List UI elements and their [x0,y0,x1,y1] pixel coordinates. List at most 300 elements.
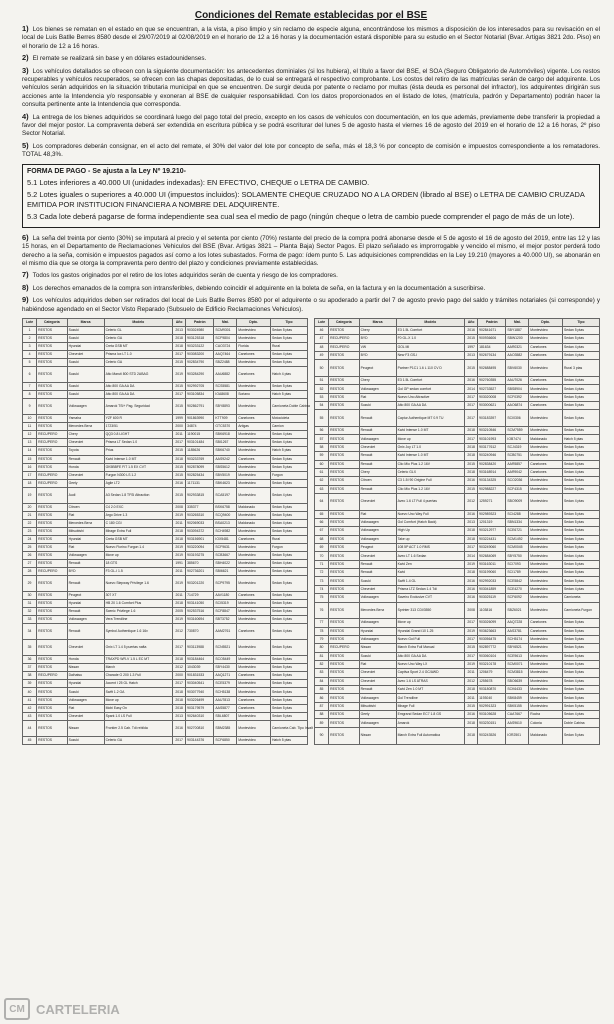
table-cell: Canelones [237,704,271,712]
table-cell: SCJ4319 [506,443,529,451]
table-cell: 2015 [173,399,186,415]
table-cell: Vera Trendline [104,616,173,624]
table-cell: 903184464 [186,656,214,664]
table-cell: 56 [315,427,329,435]
table-cell: Sedan 4 ptas [562,585,599,593]
table-row [23,415,308,423]
table-cell: Alto 800 GA AA DA [396,402,465,410]
table-cell: 903105834 [186,391,214,399]
table-cell: 6 [23,367,37,383]
table-cell: 1 [23,326,37,334]
table-cell: Nissan [67,664,104,672]
table-cell: Chevrolet [359,493,396,510]
table-cell: SCM7559 [506,427,529,435]
table-cell: C4 2.0 EXC [104,503,173,511]
table-cell: 903101993 [478,435,506,443]
condition-paragraph [22,25,600,51]
table-cell: Sedan 5 ptas [270,511,307,519]
table-cell: 730870 [186,624,214,640]
table-cell: 2 [23,334,37,342]
table-cell: C 180 CGI [104,519,173,527]
column-header: Dpto. [237,318,271,326]
table-cell: Sedan 5 ptas [562,326,599,334]
table-cell: SBK8459 [506,694,529,702]
table-cell: Chery [67,431,104,439]
table-cell: 902736201 [186,568,214,576]
table-cell: 2015 [465,485,478,493]
table-cell: 903056475 [478,635,506,643]
table-cell: Gol Trendline [396,694,465,702]
table-cell: Volkswagen [359,535,396,543]
table-cell: SBY6521 [506,644,529,652]
table-cell: RECUPERO [37,672,67,680]
table-cell: 2015 [173,471,186,479]
table-cell: 2018 [173,343,186,351]
table-cell: Sedan 5 ptas [562,477,599,485]
table-cell: AAU7813 [214,696,237,704]
table-cell: Fiat [67,543,104,551]
table-cell: 2016 [465,585,478,593]
table-row [23,367,308,383]
table-cell: Hyundai [67,600,104,608]
table-cell: 2017 [465,435,478,443]
table-cell: March Extra Full Manual [396,644,465,652]
table-cell: Sedan 4 ptas [270,568,307,576]
table-cell: 10 [23,415,37,423]
table-row [315,443,600,451]
table-cell: 15 [23,455,37,463]
lots-table-right [314,318,600,745]
table-row [315,410,600,427]
table-cell: RESTOS [329,552,359,560]
table-cell: Montevideo [529,569,563,577]
table-cell: 39 [23,680,37,688]
table-cell: Chery [359,326,396,334]
table-cell: IOR2501 [506,727,529,744]
table-cell: 59 [315,452,329,460]
table-cell: 903083200 [186,351,214,359]
table-cell: Canelones [237,535,271,543]
table-row [23,720,308,736]
table-cell: RESTOS [329,493,359,510]
table-cell: Argo Drive 1.3 [104,511,173,519]
table-cell: Sedan 5 ptas [562,485,599,493]
table-cell: 903210546 [478,427,506,435]
table-cell: Peugeot [359,360,396,377]
condition-number: 4) [22,111,29,121]
table-cell: RESTOS [37,367,67,383]
table-cell: Alto 800 GA AA DA [396,652,465,660]
table-cell: Move up [396,619,465,627]
table-cell: Montevideo [529,552,563,560]
table-row [23,359,308,367]
table-cell: 55 [315,410,329,427]
table-cell: Montevideo [529,686,563,694]
table-cell: SCE6721 [506,527,529,535]
table-cell: Move up [396,435,465,443]
table-cell: IOB7474 [506,435,529,443]
table-cell: Sedan 5 ptas [562,460,599,468]
table-cell: RESTOS [329,569,359,577]
table-cell: C3 1.5I 90 Origine Full [396,477,465,485]
table-cell: IOA8608 [214,391,237,399]
table-cell: Volkswagen [67,616,104,624]
table-cell: 24 [23,535,37,543]
table-cell: Sedan 4 ptas [270,519,307,527]
table-cell: 45 [23,736,37,744]
table-cell: 2018 [173,688,186,696]
table-cell: SBV6030 [506,360,529,377]
table-cell: Renault [359,686,396,694]
table-row [315,727,600,744]
table-cell: SBZ6021 [506,602,529,619]
table-cell: Swift 1.2 GA [104,688,173,696]
condition-paragraph [22,271,600,280]
table-cell: AAS5877 [214,704,237,712]
table-cell: 2005 [173,608,186,616]
table-cell: Montevideo [529,535,563,543]
table-cell: Suzuki [67,688,104,696]
table-cell: 2019 [173,511,186,519]
table-cell: 2017 [465,635,478,643]
table-cell: 82 [315,660,329,668]
table-cell: Suzuki [67,334,104,342]
column-header: Mat. [214,318,237,326]
table-cell: Sedan 5 ptas [270,656,307,664]
table-cell: RESTOS [37,359,67,367]
table-cell: 30 [23,592,37,600]
table-cell: Chevrolet [67,712,104,720]
table-row [315,677,600,685]
table-cell: 2019 [173,367,186,383]
table-cell: 2017 [173,736,186,744]
column-header: Padrón [478,318,506,326]
condition-paragraph [22,234,600,269]
condition-number: 8) [22,282,29,292]
table-cell: Sedan 5 ptas [562,402,599,410]
watermark-logo: CM [4,998,30,1020]
table-row [315,427,600,435]
table-row [23,624,308,640]
table-cell: RESTOS [37,415,67,423]
table-cell: Suzuki [67,391,104,399]
table-cell: AAS3781 [506,627,529,635]
table-cell: Prisma LTZ Sedan 1.4 Tdi [396,585,465,593]
table-cell: Sedan 5 ptas [562,410,599,427]
table-cell: 902988227 [478,485,506,493]
table-cell: Montevideo [529,585,563,593]
table-cell: 901831533 [186,672,214,680]
table-cell: RESTOS [329,594,359,602]
table-cell: 903226499 [186,696,214,704]
table-cell: 65 [315,510,329,518]
table-cell: Sedan 5 ptas [270,527,307,535]
condition-text: Todos los gastos originados por el retiro de los lotes adquiridos serán de cuenta y riesgo de los compradores. [32,272,338,280]
table-cell: RESTOS [329,577,359,585]
table-cell: GOL MI [396,343,465,351]
table-cell: Sedan 5 ptas [562,560,599,568]
table-cell: Montevideo [237,326,271,334]
table-cell: AAS9242 [214,455,237,463]
table-cell: 335377 [186,503,214,511]
table-cell: AAU7026 [506,377,529,385]
table-cell: Sedan 5 ptas [562,686,599,694]
table-cell: Kwid Zen 1.0 MT [396,686,465,694]
table-cell: Montevideo [529,560,563,568]
table-cell: Symbol Authentique 1.6 16v [104,624,173,640]
table-cell: 14 [23,447,37,455]
table-cell: RESTOS [37,391,67,399]
table-cell: 84 [315,677,329,685]
table-cell: 36 [23,656,37,664]
table-cell: RESTOS [37,343,67,351]
table-cell: 34874 [186,423,214,431]
table-cell: SCA5197 [214,487,237,503]
table-cell: Montevideo [237,664,271,672]
table-cell: Kwid Intense 1.0 MT [396,427,465,435]
table-cell: SCK6433 [506,686,529,694]
table-row [315,385,600,393]
table-cell: 902992705 [186,383,214,391]
table-cell: 40 [23,688,37,696]
table-cell: RECUPERO [37,431,67,439]
column-header: Categoría [37,318,67,326]
table-row [23,334,308,342]
table-cell: Montevideo [237,487,271,503]
table-row [23,439,308,447]
table-cell: Canelones [237,592,271,600]
table-cell: 2013 [173,326,186,334]
table-cell: RESTOS [37,326,67,334]
table-cell: Suzuki [67,383,104,391]
table-cell: Furgon [270,543,307,551]
table-cell: 2016 [465,510,478,518]
table-cell: 2011 [465,669,478,677]
table-cell: BSA0213 [214,519,237,527]
table-cell: BYD [67,568,104,576]
table-cell: 2015 [173,463,186,471]
condition-number: 5) [22,140,29,150]
table-cell: Montevideo [237,568,271,576]
table-cell: 46 [315,326,329,334]
table-cell: Montevideo [237,712,271,720]
table-cell: Camioneta Cab. Tipo Invalt [270,720,307,736]
table-cell: 2016 [465,477,478,485]
table-cell: IOX5481 [214,535,237,543]
table-cell: 1043039 [186,664,214,672]
table-cell: SCF9631 [214,543,237,551]
table-cell: Saveiro Exclusive CVT [396,594,465,602]
table-cell: Yamaha [67,415,104,423]
table-cell: 33 [23,616,37,624]
table-cell: 5 [23,359,37,367]
table-cell: 2012 [465,677,478,685]
table-cell: Montevideo [237,334,271,342]
table-cell: Volkswagen [359,435,396,443]
table-cell: RESTOS [329,510,359,518]
table-row [315,527,600,535]
table-row [315,711,600,719]
table-cell: 903193275 [186,551,214,559]
table-cell: RESTOS [37,688,67,696]
table-cell: 903230151 [478,719,506,727]
table-cell: Aveo 1.6 LS ATRAS [396,677,465,685]
table-cell: Sedan 5 ptas [562,510,599,518]
table-cell: 11 [23,423,37,431]
table-cell: 2016 [173,479,186,487]
table-cell: SCM0045 [506,544,529,552]
table-cell: Sedan 4 ptas [270,560,307,568]
table-cell: 903026099 [478,619,506,627]
table-cell: Prisma LT Sedan 1.0 [104,439,173,447]
table-cell: RESTOS [37,704,67,712]
table-cell: 903105628 [478,711,506,719]
table-cell: 307 XT [104,592,173,600]
table-cell: Montevideo [529,694,563,702]
table-row [23,471,308,479]
table-cell: TRAXPD WR-V 1.5 L EC MT [104,656,173,664]
table-row [315,644,600,652]
table-cell: 52 [315,385,329,393]
condition-text: El remate se realizará sin base y en dólares estadounidenses. [32,55,207,63]
table-cell: 41 [23,696,37,704]
table-cell: RESTOS [329,410,359,427]
table-cell: Montevideo [529,326,563,334]
payment-item-2: 5.2 Lotes iguales o superiores a 40.000 UI (impuestos incluidos): SOLAMENTE CHEQUE CRUZADO NO A LA ORDEN (librado al BSE) o LETRA DE CAMBIO CRUZADA EMITIDA POR INSTITUCION FINANCIERA A NOMBRE DEL ADQUIRENTE. [27,189,585,209]
table-cell: Sedan 5 ptas [562,443,599,451]
table-cell: Montevideo [529,660,563,668]
column-header: Lote [315,318,329,326]
table-row [315,485,600,493]
table-cell: Canelones [237,351,271,359]
table-cell: 64 [315,493,329,510]
table-cell: Montevideo [237,576,271,592]
table-cell: 1255678 [478,677,506,685]
table-row [315,393,600,401]
table-row [23,511,308,519]
table-cell: Volkswagen [359,635,396,643]
table-cell: SBK5155 [506,702,529,710]
table-cell: RESTOS [37,383,67,391]
table-cell: Renault [67,576,104,592]
table-cell: Canelones [529,468,563,476]
table-cell: SBY1887 [506,326,529,334]
table-cell: 35 [23,640,37,656]
table-cell: Colonia [529,719,563,727]
table-cell: Volkswagen [359,719,396,727]
table-cell: SBS5612 [214,463,237,471]
table-cell: RESTOS [329,535,359,543]
table-cell: RESTOS [37,399,67,415]
table-cell: 2018 [465,535,478,543]
table-cell: 903025119 [478,594,506,602]
table-cell: Hatch 4 ptas [270,367,307,383]
table-cell: 902992033 [478,577,506,585]
table-cell: Swift 1.4 GL [396,577,465,585]
table-cell: SBO9009 [506,493,529,510]
table-cell: 903141050 [186,600,214,608]
table-cell: Montevideo [529,385,563,393]
table-cell: Camioneta Doble Cabina [270,399,307,415]
table-cell: Sedan 4 ptas [270,487,307,503]
table-cell: RESTOS [37,664,67,672]
table-cell: Canelones [237,672,271,680]
table-cell: 2013 [173,712,186,720]
table-cell: Rural [270,343,307,351]
table-cell: SCE5379 [214,680,237,688]
table-cell: 2016 [465,711,478,719]
table-row [23,543,308,551]
table-cell: Sedan 5 ptas [562,577,599,585]
table-cell: Montevideo [237,439,271,447]
table-cell: AAO6874 [506,402,529,410]
table-cell: Sedan 5 ptas [562,619,599,627]
table-cell: Sedan 5 ptas [270,503,307,511]
table-cell: RESTOS [329,660,359,668]
table-cell: 903000621 [478,402,506,410]
table-cell: 18 GTS [104,560,173,568]
table-cell: Nuevo Uno Way Full [396,510,465,518]
table-cell: Gol Comfort (Hatch Back) [396,518,465,526]
table-cell: 385670 [186,560,214,568]
table-cell: 61 [315,468,329,476]
table-cell: RESTOS [37,527,67,535]
table-cell: RESTOS [329,385,359,393]
table-cell: Sedan 4 ptas [562,552,599,560]
condition-paragraph [22,54,600,63]
table-cell: Citroen [67,503,104,511]
table-cell: Hyundai [67,343,104,351]
table-cell: Celerio GL [104,326,173,334]
table-cell: SCF8847 [214,608,237,616]
table-row [23,608,308,616]
table-cell: GK5BBFE FIT 1.5 EX CVT [104,463,173,471]
table-cell: 2017 [465,402,478,410]
table-row [315,635,600,643]
table-cell: Suzuki [67,359,104,367]
table-cell: Renault [359,485,396,493]
table-row [315,569,600,577]
table-cell: Sedan 5 ptas [562,727,599,744]
table-cell: Chery [359,377,396,385]
table-cell: Camion [270,423,307,431]
table-cell: RESTOS [37,455,67,463]
table-cell: Sedan 5 ptas [562,335,599,343]
table-row [23,680,308,688]
table-cell: Volkswagen [359,518,396,526]
table-cell: SBZ2488 [214,359,237,367]
table-cell: 2019 [465,560,478,568]
table-cell: RESTOS [329,635,359,643]
table-cell: Hatch 5 ptas [270,447,307,455]
table-cell: 2014 [465,552,478,560]
table-cell: SBM2385 [214,720,237,736]
table-cell: 18 [23,479,37,487]
table-cell: Chevrolet [359,443,396,451]
table-cell: Onix LT 1.4 5 puertas nafta [104,640,173,656]
table-cell: 903094372 [186,527,214,535]
table-cell: 2008 [173,503,186,511]
table-cell: 902760355 [478,377,506,385]
table-cell: RESTOS [329,427,359,435]
table-cell: 1185626 [186,447,214,455]
table-cell: 26 [23,551,37,559]
table-cell: 903265310 [186,511,214,519]
table-cell: Fiat [67,704,104,712]
table-cell: RESTOS [37,447,67,455]
column-header: Tipo [562,318,599,326]
table-cell: RESTOS [329,711,359,719]
